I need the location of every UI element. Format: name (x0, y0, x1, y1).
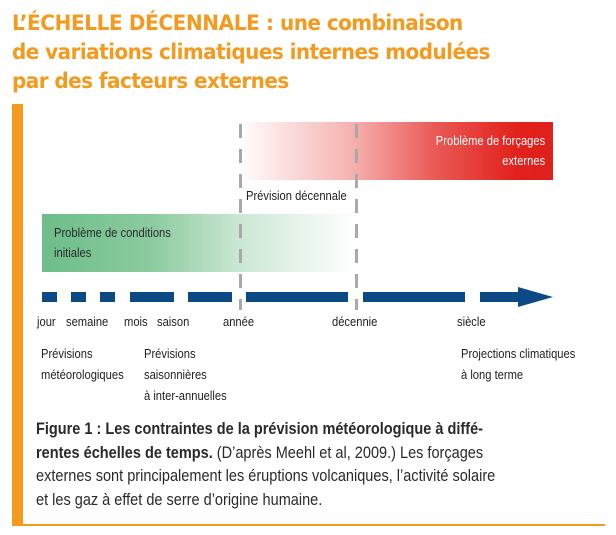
tick-mois: mois (124, 314, 148, 329)
figure-caption (36, 418, 582, 512)
orange-bottom-rule (12, 524, 605, 526)
category-seasonal-forecasts: Prévisions saisonnières à inter-annuelles (144, 346, 227, 403)
category-climate-projections: Projections climatiques à long terme (461, 346, 576, 382)
caption-title-line-1: Figure 1 : Les contraintes de la prévision météorologique à diffé- (36, 420, 483, 438)
caption-line-4: et les gaz à effet de serre d’origine humaine. (36, 490, 323, 509)
orange-side-rule (12, 104, 23, 526)
timeline-segment (42, 292, 57, 302)
caption-line-2: rentes échelles de temps. (D’après Meehl et al, 2009.) Les forçages (36, 443, 484, 462)
timeline-segment (130, 292, 174, 302)
category-weather-forecasts: Prévisions météorologiques (41, 346, 124, 382)
tick-annee: année (223, 314, 255, 329)
tick-semaine: semaine (66, 314, 109, 329)
initial-conditions-label: Problème de conditions initiales (54, 225, 171, 260)
timeline-segment (100, 292, 115, 302)
tick-decennie: décennie (332, 314, 378, 329)
timeline-segment (363, 292, 465, 302)
initial-conditions-band (42, 214, 356, 272)
title-line-1: L’ÉCHELLE DÉCENNALE : une combinaison (12, 11, 463, 36)
tick-saison: saison (157, 314, 190, 329)
external-forcing-label: Problème de forçages externes (435, 133, 545, 168)
timeline-segment (188, 292, 232, 302)
title-line-2: de variations climatiques internes modulées (12, 40, 490, 65)
arrowhead-icon (518, 287, 553, 307)
timeline-segment (71, 292, 86, 302)
caption-line-3: externes sont principalement les éruptions volcaniques, l’activité solaire (36, 467, 496, 485)
decadal-window-right-boundary (355, 124, 358, 310)
title-line-3: par des facteurs externes (12, 69, 289, 94)
timeline-segment (480, 292, 519, 302)
decadal-forecast-label: Prévision décennale (246, 188, 347, 203)
page-title (12, 9, 570, 96)
timeline-segment (246, 292, 348, 302)
external-forcing-band (244, 122, 553, 180)
tick-jour: jour (37, 314, 56, 329)
decadal-window-left-boundary (239, 124, 242, 310)
tick-siecle: siècle (457, 314, 486, 329)
